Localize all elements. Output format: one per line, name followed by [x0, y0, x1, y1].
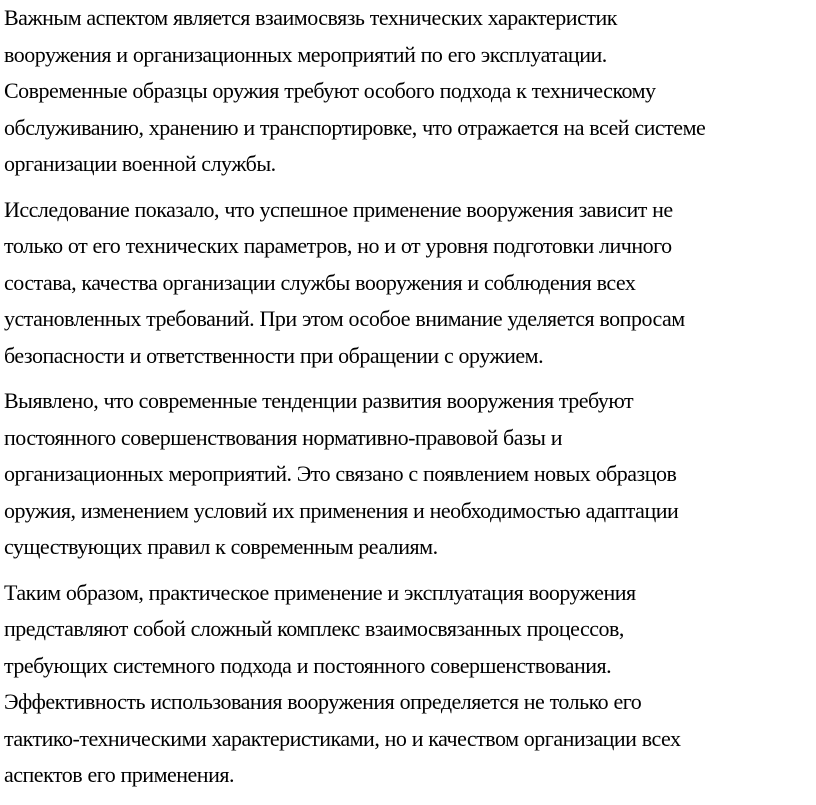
text-line: представляют собой сложный комплекс взаимосвязанных процессов, — [4, 616, 624, 641]
text-line: тактико-техническими характеристиками, но и качеством организации всех — [4, 725, 681, 751]
text-line: требующих системного подхода и постоянного совершенствования. — [4, 652, 612, 678]
text-line: организационных мероприятий. Это связано с появлением новых образцов — [4, 461, 677, 486]
text-line: Важным аспектом является взаимосвязь технических характеристик — [4, 5, 617, 30]
text-line: организации военной службы. — [4, 151, 276, 176]
text-line: Эффективность использования вооружения определяется не только его — [4, 689, 642, 714]
paragraph-1 — [4, 0, 812, 183]
text-line: постоянного совершенствования нормативно-правовой базы и — [4, 424, 563, 450]
text-line: оружия, изменением условий их применения и необходимостью адаптации — [4, 497, 679, 523]
paragraph-3 — [4, 383, 812, 566]
text-line: обслуживанию, хранению и транспортировке, что отражается на всей системе — [4, 114, 706, 140]
text-line: аспектов его применения. — [4, 762, 234, 787]
text-line: установленных требований. При этом особое внимание уделяется вопросам — [4, 306, 685, 331]
document-body — [4, 0, 812, 803]
text-line: вооружения и организационных мероприятий по его эксплуатации. — [4, 41, 607, 67]
text-line: состава, качества организации службы вооружения и соблюдения всех — [4, 269, 636, 295]
text-line: Таким образом, практическое применение и эксплуатация вооружения — [4, 579, 636, 605]
text-line: безопасности и ответственности при обращении с оружием. — [4, 342, 544, 368]
text-line: Выявлено, что современные тенденции развития вооружения требуют — [4, 388, 634, 413]
text-line: только от его технических параметров, но и от уровня подготовки личного — [4, 233, 672, 258]
paragraph-2 — [4, 192, 812, 375]
text-line: Исследование показало, что успешное применение вооружения зависит не — [4, 196, 673, 222]
paragraph-4 — [4, 575, 812, 794]
text-line: существующих правил к современным реалиям. — [4, 534, 438, 559]
text-line: Современные образцы оружия требуют особого подхода к техническому — [4, 78, 656, 103]
